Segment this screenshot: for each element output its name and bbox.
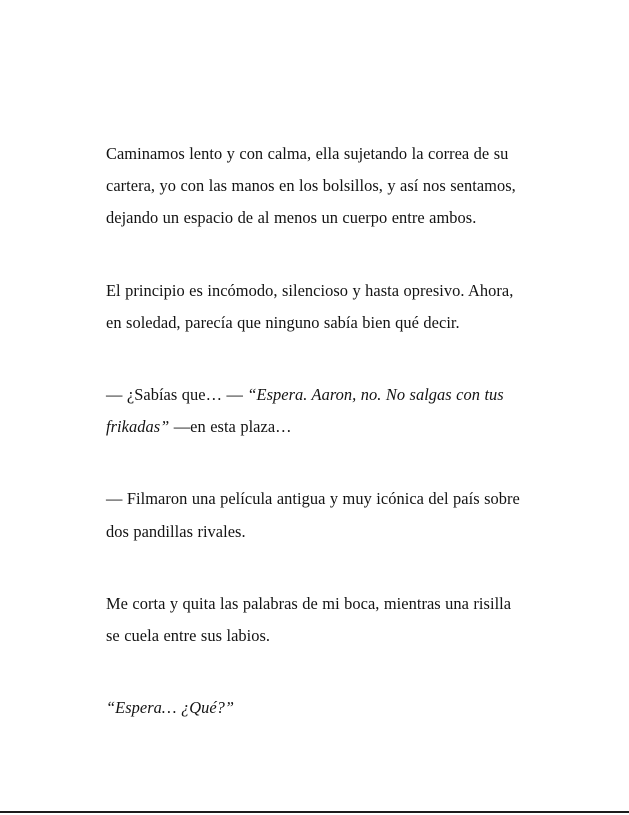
text-column bbox=[106, 138, 520, 724]
paragraph-3-dialogue bbox=[106, 379, 520, 443]
paragraph-4: — Filmaron una película antigua y muy icónica del país sobre dos pandillas rivales. bbox=[106, 489, 520, 541]
page-bottom-rule bbox=[0, 811, 629, 813]
paragraph-5: Me corta y quita las palabras de mi boca, mientras una risilla se cuela entre sus labios. bbox=[106, 593, 512, 646]
paragraph-6-quoted-speech: “Espera… ¿Qué?” bbox=[106, 698, 235, 718]
paragraph-3-lead: — ¿Sabías que… — bbox=[106, 385, 248, 405]
paragraph-3-tail: —en esta plaza… bbox=[169, 417, 292, 437]
paragraph-1: Caminamos lento y con calma, ella sujetando la correa de su cartera, yo con las manos en los bolsillos, y así nos sentamos, dejando un espacio de al menos un cuerpo entre ambos. bbox=[106, 144, 516, 228]
paragraph-3-quoted-speech: “Espera. Aaron, no. No salgas con tus frikadas” bbox=[106, 385, 504, 437]
paragraph-2: El principio es incómodo, silencioso y hasta opresivo. Ahora, en soledad, parecía que ninguno sabía bien qué decir. bbox=[106, 280, 514, 332]
